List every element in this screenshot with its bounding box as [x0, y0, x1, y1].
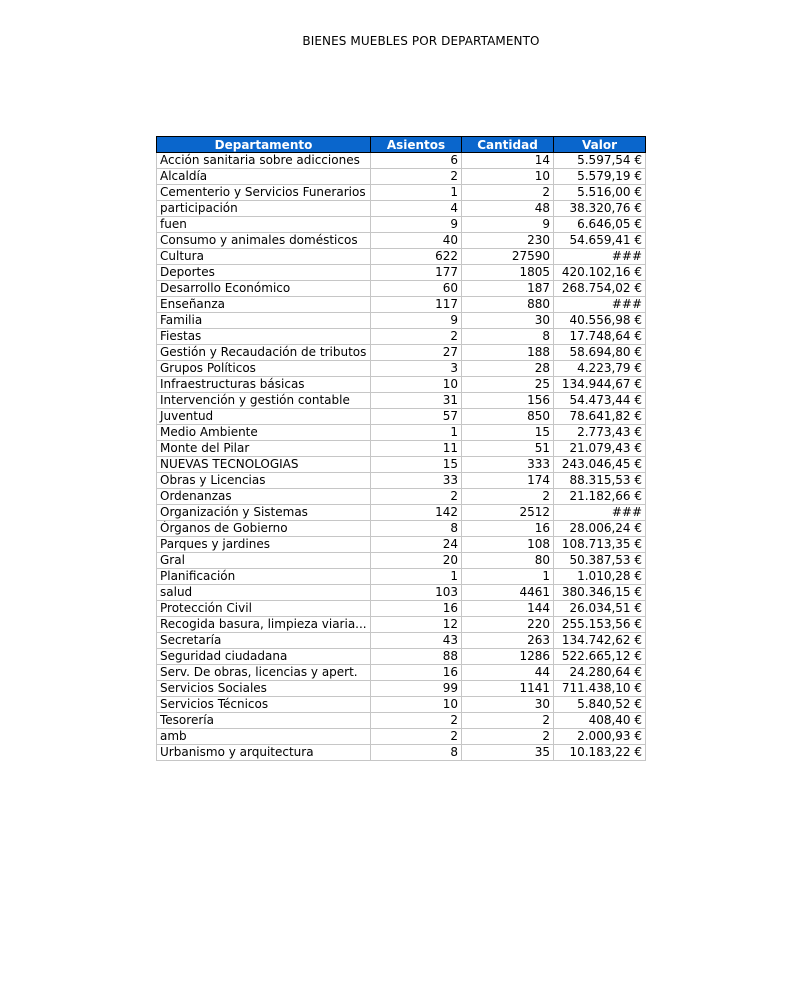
- header-cantidad: Cantidad: [462, 137, 554, 153]
- table-row: [157, 745, 646, 761]
- table-row: [157, 441, 646, 457]
- cell-asientos: 15: [371, 457, 462, 473]
- table-row: [157, 201, 646, 217]
- cell-cantidad: 156: [462, 393, 554, 409]
- table-row: [157, 489, 646, 505]
- table-row: [157, 473, 646, 489]
- table-row: [157, 153, 646, 169]
- table-row: [157, 281, 646, 297]
- table-row: [157, 185, 646, 201]
- table-row: [157, 233, 646, 249]
- cell-valor: 21.079,43 €: [554, 441, 646, 457]
- cell-valor: ###: [554, 505, 646, 521]
- table-row: [157, 361, 646, 377]
- cell-valor: 2.000,93 €: [554, 729, 646, 745]
- header-departamento: Departamento: [157, 137, 371, 153]
- cell-valor: 17.748,64 €: [554, 329, 646, 345]
- table-header-row: [157, 137, 646, 153]
- cell-valor: 2.773,43 €: [554, 425, 646, 441]
- cell-cantidad: 80: [462, 553, 554, 569]
- table-row: [157, 553, 646, 569]
- cell-asientos: 3: [371, 361, 462, 377]
- cell-valor: 420.102,16 €: [554, 265, 646, 281]
- cell-departamento: Parques y jardines: [157, 537, 371, 553]
- cell-asientos: 177: [371, 265, 462, 281]
- cell-cantidad: 2: [462, 185, 554, 201]
- cell-asientos: 103: [371, 585, 462, 601]
- cell-valor: 5.516,00 €: [554, 185, 646, 201]
- cell-departamento: Protección Civil: [157, 601, 371, 617]
- table-row: [157, 585, 646, 601]
- cell-departamento: fuen: [157, 217, 371, 233]
- cell-cantidad: 108: [462, 537, 554, 553]
- cell-asientos: 27: [371, 345, 462, 361]
- cell-valor: 5.840,52 €: [554, 697, 646, 713]
- table-row: [157, 537, 646, 553]
- cell-departamento: Seguridad ciudadana: [157, 649, 371, 665]
- cell-asientos: 31: [371, 393, 462, 409]
- cell-cantidad: 188: [462, 345, 554, 361]
- cell-cantidad: 8: [462, 329, 554, 345]
- cell-departamento: Organización y Sistemas: [157, 505, 371, 521]
- cell-cantidad: 1: [462, 569, 554, 585]
- table-row: [157, 297, 646, 313]
- cell-asientos: 2: [371, 169, 462, 185]
- cell-valor: ###: [554, 249, 646, 265]
- table-row: [157, 425, 646, 441]
- cell-valor: ###: [554, 297, 646, 313]
- table-row: [157, 633, 646, 649]
- cell-cantidad: 144: [462, 601, 554, 617]
- table-row: [157, 409, 646, 425]
- cell-valor: 54.659,41 €: [554, 233, 646, 249]
- cell-departamento: Gestión y Recaudación de tributos: [157, 345, 371, 361]
- cell-cantidad: 4461: [462, 585, 554, 601]
- cell-cantidad: 263: [462, 633, 554, 649]
- cell-cantidad: 15: [462, 425, 554, 441]
- cell-cantidad: 2: [462, 729, 554, 745]
- cell-departamento: Grupos Políticos: [157, 361, 371, 377]
- cell-cantidad: 30: [462, 697, 554, 713]
- cell-cantidad: 44: [462, 665, 554, 681]
- cell-asientos: 622: [371, 249, 462, 265]
- cell-valor: 6.646,05 €: [554, 217, 646, 233]
- cell-departamento: salud: [157, 585, 371, 601]
- cell-valor: 50.387,53 €: [554, 553, 646, 569]
- cell-departamento: Fiestas: [157, 329, 371, 345]
- table-row: [157, 329, 646, 345]
- cell-asientos: 20: [371, 553, 462, 569]
- cell-cantidad: 850: [462, 409, 554, 425]
- cell-valor: 40.556,98 €: [554, 313, 646, 329]
- cell-valor: 26.034,51 €: [554, 601, 646, 617]
- cell-departamento: Intervención y gestión contable: [157, 393, 371, 409]
- cell-asientos: 117: [371, 297, 462, 313]
- cell-asientos: 4: [371, 201, 462, 217]
- cell-cantidad: 230: [462, 233, 554, 249]
- cell-asientos: 60: [371, 281, 462, 297]
- cell-valor: 522.665,12 €: [554, 649, 646, 665]
- cell-valor: 88.315,53 €: [554, 473, 646, 489]
- cell-departamento: Alcaldía: [157, 169, 371, 185]
- header-asientos: Asientos: [371, 137, 462, 153]
- cell-valor: 5.597,54 €: [554, 153, 646, 169]
- cell-departamento: Familia: [157, 313, 371, 329]
- cell-valor: 24.280,64 €: [554, 665, 646, 681]
- cell-departamento: NUEVAS TECNOLOGIAS: [157, 457, 371, 473]
- table-body: [157, 153, 646, 761]
- cell-asientos: 10: [371, 377, 462, 393]
- cell-cantidad: 2512: [462, 505, 554, 521]
- table-row: [157, 393, 646, 409]
- table-row: [157, 713, 646, 729]
- header-valor: Valor: [554, 137, 646, 153]
- table-row: [157, 313, 646, 329]
- table-row: [157, 169, 646, 185]
- cell-valor: 711.438,10 €: [554, 681, 646, 697]
- table-row: [157, 649, 646, 665]
- cell-departamento: Juventud: [157, 409, 371, 425]
- cell-cantidad: 14: [462, 153, 554, 169]
- cell-departamento: Acción sanitaria sobre adicciones: [157, 153, 371, 169]
- cell-asientos: 11: [371, 441, 462, 457]
- cell-asientos: 1: [371, 185, 462, 201]
- cell-departamento: Planificación: [157, 569, 371, 585]
- table-row: [157, 729, 646, 745]
- cell-departamento: Monte del Pilar: [157, 441, 371, 457]
- cell-valor: 10.183,22 €: [554, 745, 646, 761]
- cell-valor: 268.754,02 €: [554, 281, 646, 297]
- inventory-table: [156, 136, 646, 761]
- table-row: [157, 249, 646, 265]
- cell-cantidad: 2: [462, 489, 554, 505]
- cell-valor: 134.742,62 €: [554, 633, 646, 649]
- cell-asientos: 33: [371, 473, 462, 489]
- cell-cantidad: 220: [462, 617, 554, 633]
- table-row: [157, 617, 646, 633]
- cell-departamento: Urbanismo y arquitectura: [157, 745, 371, 761]
- cell-cantidad: 16: [462, 521, 554, 537]
- table-row: [157, 697, 646, 713]
- cell-asientos: 16: [371, 601, 462, 617]
- table-row: [157, 457, 646, 473]
- cell-cantidad: 1805: [462, 265, 554, 281]
- table-row: [157, 681, 646, 697]
- cell-valor: 21.182,66 €: [554, 489, 646, 505]
- cell-cantidad: 51: [462, 441, 554, 457]
- cell-asientos: 10: [371, 697, 462, 713]
- cell-cantidad: 25: [462, 377, 554, 393]
- table-row: [157, 265, 646, 281]
- cell-cantidad: 35: [462, 745, 554, 761]
- cell-departamento: participación: [157, 201, 371, 217]
- cell-valor: 134.944,67 €: [554, 377, 646, 393]
- cell-cantidad: 174: [462, 473, 554, 489]
- cell-asientos: 16: [371, 665, 462, 681]
- cell-asientos: 8: [371, 745, 462, 761]
- cell-cantidad: 1286: [462, 649, 554, 665]
- cell-asientos: 1: [371, 569, 462, 585]
- cell-cantidad: 48: [462, 201, 554, 217]
- page-title: BIENES MUEBLES POR DEPARTAMENTO: [302, 34, 540, 48]
- cell-valor: 4.223,79 €: [554, 361, 646, 377]
- cell-valor: 28.006,24 €: [554, 521, 646, 537]
- cell-departamento: Cultura: [157, 249, 371, 265]
- cell-departamento: Servicios Sociales: [157, 681, 371, 697]
- cell-cantidad: 10: [462, 169, 554, 185]
- cell-departamento: Ordenanzas: [157, 489, 371, 505]
- cell-valor: 58.694,80 €: [554, 345, 646, 361]
- cell-departamento: Serv. De obras, licencias y apert.: [157, 665, 371, 681]
- cell-cantidad: 333: [462, 457, 554, 473]
- cell-departamento: Desarrollo Económico: [157, 281, 371, 297]
- cell-asientos: 2: [371, 713, 462, 729]
- cell-departamento: Obras y Licencias: [157, 473, 371, 489]
- table-row: [157, 217, 646, 233]
- cell-valor: 54.473,44 €: [554, 393, 646, 409]
- cell-cantidad: 880: [462, 297, 554, 313]
- cell-asientos: 24: [371, 537, 462, 553]
- cell-departamento: Infraestructuras básicas: [157, 377, 371, 393]
- cell-departamento: amb: [157, 729, 371, 745]
- cell-cantidad: 30: [462, 313, 554, 329]
- table-row: [157, 505, 646, 521]
- cell-departamento: Enseñanza: [157, 297, 371, 313]
- cell-valor: 243.046,45 €: [554, 457, 646, 473]
- cell-asientos: 9: [371, 217, 462, 233]
- cell-asientos: 99: [371, 681, 462, 697]
- cell-valor: 78.641,82 €: [554, 409, 646, 425]
- cell-departamento: Órganos de Gobierno: [157, 521, 371, 537]
- cell-departamento: Gral: [157, 553, 371, 569]
- cell-asientos: 40: [371, 233, 462, 249]
- cell-departamento: Tesorería: [157, 713, 371, 729]
- cell-asientos: 2: [371, 729, 462, 745]
- cell-asientos: 9: [371, 313, 462, 329]
- table-row: [157, 521, 646, 537]
- cell-valor: 255.153,56 €: [554, 617, 646, 633]
- cell-asientos: 2: [371, 489, 462, 505]
- cell-asientos: 88: [371, 649, 462, 665]
- cell-cantidad: 187: [462, 281, 554, 297]
- cell-cantidad: 27590: [462, 249, 554, 265]
- cell-asientos: 57: [371, 409, 462, 425]
- table-row: [157, 601, 646, 617]
- cell-departamento: Consumo y animales domésticos: [157, 233, 371, 249]
- cell-valor: 408,40 €: [554, 713, 646, 729]
- cell-asientos: 8: [371, 521, 462, 537]
- cell-departamento: Secretaría: [157, 633, 371, 649]
- cell-cantidad: 28: [462, 361, 554, 377]
- table-row: [157, 665, 646, 681]
- cell-asientos: 2: [371, 329, 462, 345]
- cell-asientos: 12: [371, 617, 462, 633]
- cell-departamento: Cementerio y Servicios Funerarios: [157, 185, 371, 201]
- cell-asientos: 6: [371, 153, 462, 169]
- table-row: [157, 377, 646, 393]
- cell-valor: 5.579,19 €: [554, 169, 646, 185]
- cell-cantidad: 1141: [462, 681, 554, 697]
- table-row: [157, 345, 646, 361]
- cell-cantidad: 2: [462, 713, 554, 729]
- cell-cantidad: 9: [462, 217, 554, 233]
- cell-valor: 108.713,35 €: [554, 537, 646, 553]
- table-row: [157, 569, 646, 585]
- cell-departamento: Medio Ambiente: [157, 425, 371, 441]
- cell-asientos: 43: [371, 633, 462, 649]
- cell-valor: 1.010,28 €: [554, 569, 646, 585]
- cell-valor: 38.320,76 €: [554, 201, 646, 217]
- cell-departamento: Recogida basura, limpieza viaria...: [157, 617, 371, 633]
- cell-asientos: 142: [371, 505, 462, 521]
- cell-valor: 380.346,15 €: [554, 585, 646, 601]
- cell-asientos: 1: [371, 425, 462, 441]
- cell-departamento: Deportes: [157, 265, 371, 281]
- cell-departamento: Servicios Técnicos: [157, 697, 371, 713]
